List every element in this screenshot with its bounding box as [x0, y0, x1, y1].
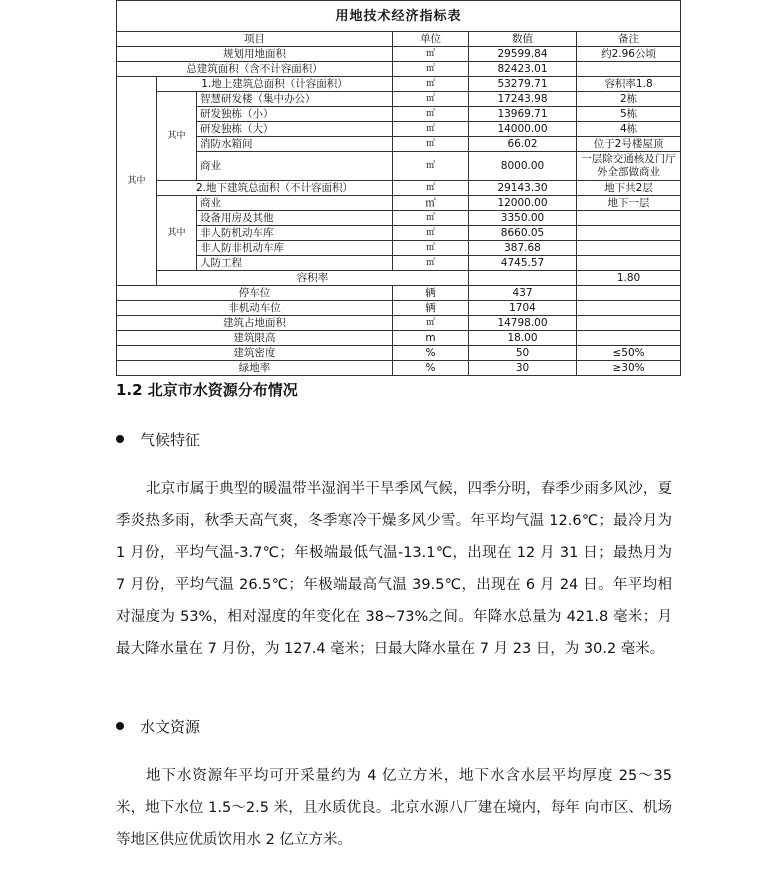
- bullet-dot-icon: [116, 722, 124, 730]
- header-item: 项目: [117, 32, 393, 47]
- section-heading: 1.2 北京市水资源分布情况: [116, 381, 298, 399]
- table-row: 其中 商业 ㎡ 12000.00 地下一层: [117, 196, 681, 211]
- climate-paragraph: 北京市属于典型的暖温带半湿润半干旱季风气候，四季分明，春季少雨多风沙，夏季炎热多雨，秋季天高气爽，冬季寒冷干燥多风少雪。年平均气温 12.6℃；最冷月为 1 月份，平均气温-3.7℃；年极端最低气温-13.1℃，出现在 12 月 31 日；最热月为 7 月份，平均气温 26.5℃；年极端最高气温 39.5℃，出现在 6 月 24 日。年平均相对湿度为 53%，相对湿度的年变化在 38~73%之间。年降水总量为 421.8 毫米；月最大降水量在 7 月份，为 127.4 毫米；日最大降水量在 7 月 23 日，为 30.2 毫米。: [116, 481, 672, 657]
- table-row: 商业 ㎡ 8000.00 一层除交通核及门厅外全部做商业: [117, 152, 681, 181]
- table-row: 停车位 辆 437: [117, 286, 681, 301]
- table-row: 容积率 1.80: [117, 271, 681, 286]
- bullet-label: 气候特征: [140, 431, 201, 449]
- header-note: 备注: [577, 32, 681, 47]
- bullet-climate: [116, 429, 200, 450]
- table-row: 其中 智慧研发楼（集中办公） ㎡ 17243.98 2栋: [117, 92, 681, 107]
- bullet-dot-icon: [116, 435, 124, 443]
- header-unit: 单位: [393, 32, 469, 47]
- table-row: 其中 1.地上建筑总面积（计容面积） ㎡ 53279.71 容积率1.8: [117, 77, 681, 92]
- table-row: 研发独栋（小） ㎡ 13969.71 5栋: [117, 107, 681, 122]
- table-header-row: [117, 32, 681, 47]
- group-label-outer: 其中: [117, 77, 157, 286]
- table-row: 建筑占地面积 ㎡ 14798.00: [117, 316, 681, 331]
- bullet-label: 水文资源: [140, 718, 201, 736]
- group-label-below: 其中: [157, 196, 197, 271]
- table-row: 建筑限高 m 18.00: [117, 331, 681, 346]
- hydrology-paragraph: 地下水资源年平均可开采量约为 4 亿立方米，地下水含水层平均厚度 25～35 米，地下水位 1.5～2.5 米，且水质优良。北京水源八厂建在境内，每年 向市区、机场等地区供应优质饮用水 2 亿立方米。: [116, 768, 672, 848]
- land-use-indicator-table: [116, 0, 681, 376]
- table-row: 绿地率 % 30 ≥30%: [117, 361, 681, 376]
- table-row: 2.地下建筑总面积（不计容面积） ㎡ 29143.30 地下共2层: [117, 181, 681, 196]
- table-row: 消防水箱间 ㎡ 66.02 位于2号楼屋顶: [117, 137, 681, 152]
- table-row: 研发独栋（大） ㎡ 14000.00 4栋: [117, 122, 681, 137]
- group-label-above: 其中: [157, 92, 197, 181]
- table-row: 非机动车位 辆 1704: [117, 301, 681, 316]
- table-title-row: [117, 1, 681, 32]
- table-row: 规划用地面积 ㎡ 29599.84 约2.96公顷: [117, 47, 681, 62]
- bullet-hydrology: [116, 716, 200, 737]
- table-row: 建筑密度 % 50 ≤50%: [117, 346, 681, 361]
- table-row: 非人防机动车库 ㎡ 8660.05: [117, 226, 681, 241]
- header-value: 数值: [469, 32, 577, 47]
- table-title: 用地技术经济指标表: [117, 1, 681, 32]
- table-row: 总建筑面积（含不计容面积） ㎡ 82423.01: [117, 62, 681, 77]
- table-row: 人防工程 ㎡ 4745.57: [117, 256, 681, 271]
- table-row: 非人防非机动车库 ㎡ 387.68: [117, 241, 681, 256]
- table-row: 设备用房及其他 ㎡ 3350.00: [117, 211, 681, 226]
